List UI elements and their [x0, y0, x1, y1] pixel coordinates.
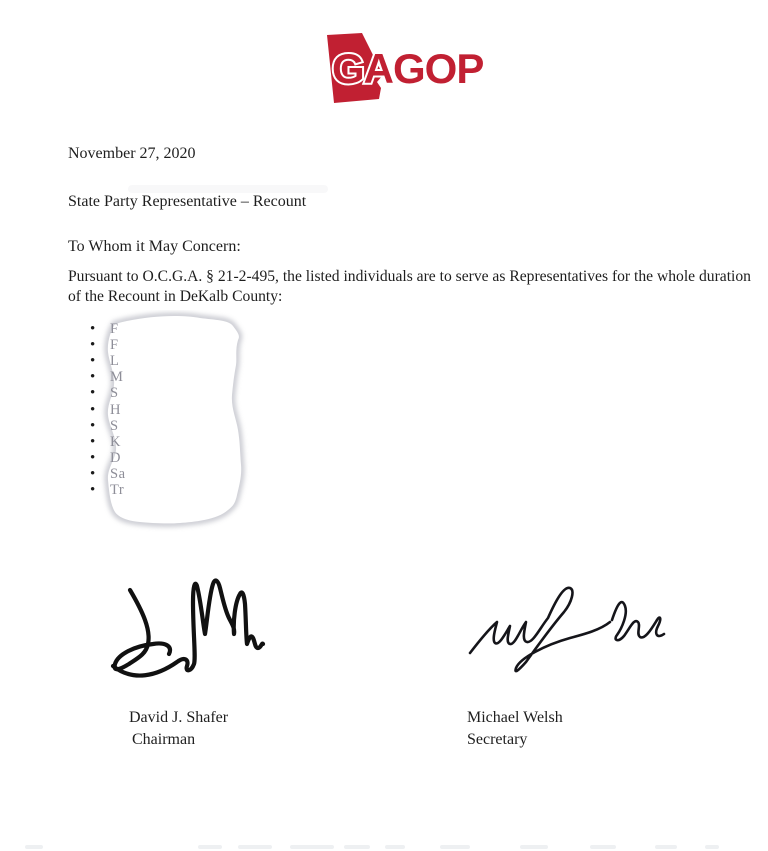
whiteout-remnant-smudge — [128, 185, 328, 193]
signer-title: Secretary — [467, 730, 528, 748]
redacted-list-item — [90, 402, 126, 418]
redacted-representatives-list — [90, 321, 126, 499]
signature-image-secretary — [455, 580, 670, 680]
bullet-icon: • — [90, 336, 96, 353]
signer-title: Chairman — [132, 730, 196, 748]
signature-image-chairman — [105, 572, 290, 690]
signer-block-secretary — [467, 707, 563, 750]
logo-wordmark: GAGOP — [332, 45, 484, 92]
bullet-icon: • — [90, 433, 96, 450]
name-fragment: Tr — [110, 482, 125, 499]
name-fragment: D — [110, 450, 121, 467]
letter-salutation: To Whom it May Concern: — [68, 238, 241, 255]
letter-body-paragraph: Pursuant to O.C.G.A. § 21-2-495, the listed individuals are to serve as Representatives for the whole duration of the Recount in DeKalb County: — [68, 268, 751, 305]
name-fragment: F — [110, 336, 119, 353]
redacted-list-item — [90, 418, 126, 434]
bottom-cutoff-text-smudges — [0, 845, 768, 851]
name-fragment: S — [110, 385, 119, 402]
redacted-list-item — [90, 467, 126, 483]
signer-block-chairman — [129, 707, 228, 750]
name-fragment: F — [110, 320, 119, 337]
bullet-icon: • — [90, 466, 96, 483]
redacted-list-item — [90, 353, 126, 369]
signer-name: Michael Welsh — [467, 709, 563, 726]
redacted-list-item — [90, 434, 126, 450]
name-fragment: K — [110, 433, 121, 450]
redacted-list-item — [90, 483, 126, 499]
gagop-logo — [318, 28, 494, 108]
bullet-icon: • — [90, 352, 96, 369]
name-fragment: H — [110, 401, 121, 418]
bullet-icon: • — [90, 450, 96, 467]
redacted-list-item — [90, 451, 126, 467]
redacted-list-item — [90, 321, 126, 337]
redacted-list-item — [90, 370, 126, 386]
name-fragment: S — [110, 417, 119, 434]
signer-name: David J. Shafer — [129, 709, 229, 726]
bullet-icon: • — [90, 417, 96, 434]
bullet-icon: • — [90, 401, 96, 418]
redacted-list-item — [90, 337, 126, 353]
name-fragment: Sa — [110, 466, 126, 483]
name-fragment: M — [110, 369, 124, 386]
bullet-icon: • — [90, 320, 96, 337]
letter-date: November 27, 2020 — [68, 145, 196, 162]
redacted-list-item — [90, 386, 126, 402]
bullet-icon: • — [90, 369, 96, 386]
bullet-icon: • — [90, 385, 96, 402]
bullet-icon: • — [90, 482, 96, 499]
letter-subject: State Party Representative – Recount — [68, 193, 307, 210]
name-fragment: L — [110, 352, 120, 369]
